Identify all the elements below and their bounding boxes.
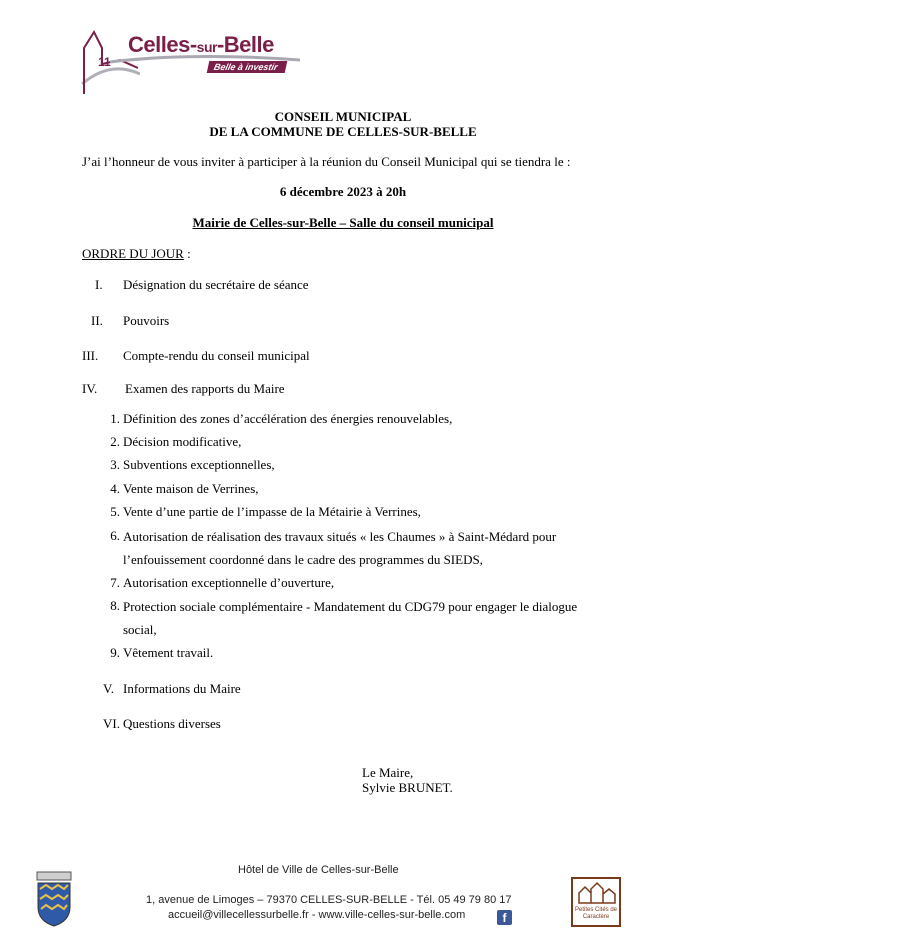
report-item: Autorisation exceptionnelle d’ouverture, bbox=[123, 575, 335, 590]
town-logo bbox=[80, 24, 300, 96]
town-crest-icon bbox=[36, 871, 72, 927]
agenda-item-num: I. bbox=[95, 277, 103, 292]
agenda-item-num: VI. bbox=[103, 716, 120, 731]
report-item: Vente maison de Verrines, bbox=[123, 481, 259, 496]
agenda-item: Pouvoirs bbox=[123, 313, 170, 328]
report-num: 7. bbox=[110, 575, 120, 590]
svg-text:11: 11 bbox=[98, 55, 111, 69]
pcc-label: Petites Cités de Caractère bbox=[574, 907, 618, 920]
agenda-item-num: IV. bbox=[82, 381, 98, 396]
invitation-intro: J’ai l’honneur de vous inviter à participer à la réunion du Conseil Municipal qui se tiendra le : bbox=[82, 154, 571, 169]
report-num: 5. bbox=[110, 504, 120, 519]
report-num: 8. bbox=[110, 598, 120, 613]
agenda-item-num: V. bbox=[103, 681, 114, 696]
report-item: Décision modificative, bbox=[123, 434, 242, 449]
report-num: 6. bbox=[110, 528, 120, 543]
footer-contact[interactable]: accueil@villecellessurbelle.fr - www.ville-celles-sur-belle.com bbox=[168, 909, 466, 921]
report-item: Subventions exceptionnelles, bbox=[123, 457, 275, 472]
report-item: Définition des zones d’accélération des énergies renouvelables, bbox=[123, 411, 453, 426]
agenda-item: Informations du Maire bbox=[123, 681, 241, 696]
agenda-item-num: III. bbox=[82, 348, 99, 363]
petites-cites-de-caractere-logo bbox=[571, 877, 621, 927]
facebook-icon[interactable]: f bbox=[497, 910, 512, 925]
agenda-heading: ORDRE DU JOUR : bbox=[82, 246, 191, 261]
footer-org: Hôtel de Ville de Celles-sur-Belle bbox=[238, 864, 399, 876]
agenda-item: Désignation du secrétaire de séance bbox=[123, 277, 309, 292]
agenda-item: Examen des rapports du Maire bbox=[125, 381, 285, 396]
footer-address: 1, avenue de Limoges – 79370 CELLES-SUR-BELLE - Tél. 05 49 79 80 17 bbox=[146, 894, 512, 906]
report-item: Autorisation de réalisation des travaux situés « les Chaumes » à Saint-Médard pour l’enfouissement coordonné dans le cadre des programmes du SIEDS, bbox=[123, 529, 557, 567]
document-title-line1: CONSEIL MUNICIPAL bbox=[274, 109, 412, 124]
signature-name: Sylvie BRUNET. bbox=[362, 780, 453, 795]
report-num: 4. bbox=[110, 481, 120, 496]
meeting-date: 6 décembre 2023 à 20h bbox=[279, 184, 407, 199]
report-num: 2. bbox=[110, 434, 120, 449]
report-num: 9. bbox=[110, 645, 120, 660]
report-item: Protection sociale complémentaire - Mandatement du CDG79 pour engager le dialogue social, bbox=[123, 599, 578, 637]
report-num: 1. bbox=[110, 411, 120, 426]
report-item: Vente d’une partie de l’impasse de la Métairie à Verrines, bbox=[123, 504, 421, 519]
agenda-item: Compte-rendu du conseil municipal bbox=[123, 348, 310, 363]
report-item: Vêtement travail. bbox=[123, 645, 214, 660]
logo-slogan: Belle à investir bbox=[207, 61, 287, 73]
agenda-item: Questions diverses bbox=[123, 716, 221, 731]
village-houses-icon bbox=[573, 879, 619, 905]
agenda-item-num: II. bbox=[91, 313, 103, 328]
document-title-line2: DE LA COMMUNE DE CELLES-SUR-BELLE bbox=[209, 124, 477, 139]
logo-name: Celles-sur-Belle bbox=[128, 32, 274, 57]
report-num: 3. bbox=[110, 457, 120, 472]
signature-role: Le Maire, bbox=[362, 765, 414, 780]
meeting-location: Mairie de Celles-sur-Belle – Salle du conseil municipal bbox=[192, 215, 494, 230]
